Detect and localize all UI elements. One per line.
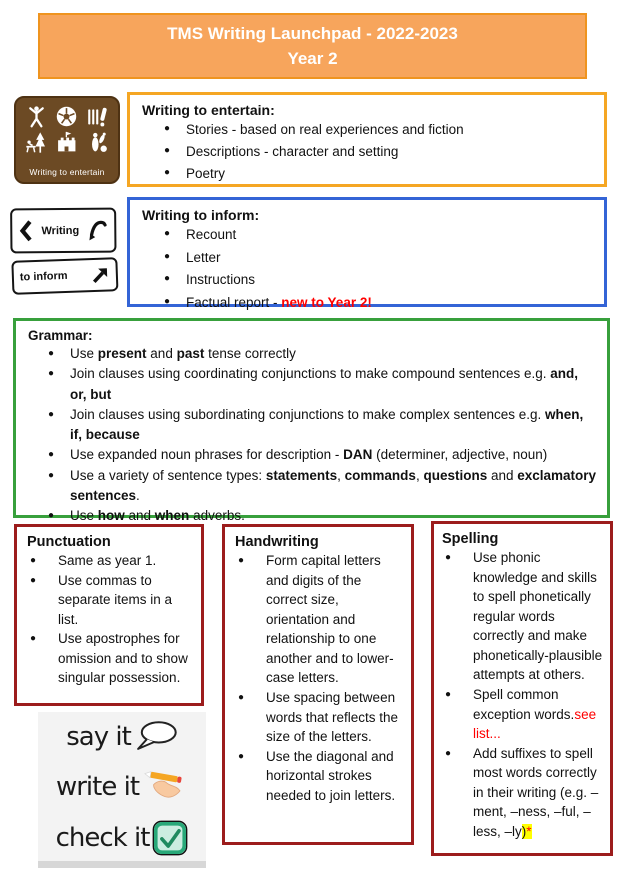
list-item: ● Poetry (140, 163, 594, 185)
person-arms-up-icon (25, 105, 48, 128)
picnic-tree-icon (25, 131, 48, 154)
inform-sign-top (10, 208, 116, 254)
soccer-ball-icon (55, 105, 78, 128)
inform-sign (10, 206, 119, 295)
inform-sign-word-writing: Writing (41, 224, 80, 237)
write-it-row (44, 768, 200, 805)
handwriting-list (235, 551, 401, 805)
grammar-list (26, 344, 597, 526)
entertain-sign-label: Writing to entertain (29, 167, 105, 177)
punctuation-list (27, 551, 191, 688)
handwriting-box (222, 524, 414, 845)
entertain-sign-icons (21, 105, 113, 154)
list-item: ● Spell common exception words.see list... (442, 685, 604, 744)
write-it-label: write it (55, 771, 140, 802)
spelling-box-title: Spelling (442, 531, 499, 547)
entertain-list (140, 119, 594, 185)
spelling-list (442, 548, 604, 841)
list-item: ● Factual report - new to Year 2! (140, 292, 594, 315)
castle-icon (55, 131, 78, 154)
entertain-sign (14, 96, 120, 184)
punctuation-box (14, 524, 204, 706)
list-item: ● Join clauses using coordinating conjunctions to make compound sentences e.g. and, or, but (26, 364, 597, 405)
list-item: ● Use commas to separate items in a list. (27, 571, 191, 630)
list-item: ● Letter (140, 247, 594, 270)
list-item: ● Instructions (140, 269, 594, 292)
inform-sign-word-to-inform: to inform (19, 269, 68, 284)
cricket-bat-stumps-icon (86, 105, 109, 128)
list-item: ● Use how and when adverbs. (26, 506, 597, 526)
list-item: ● Stories - based on real experiences and fiction (140, 119, 594, 141)
handwriting-box-title: Handwriting (235, 534, 319, 550)
punctuation-box-title: Punctuation (27, 534, 111, 550)
list-item: ● Use expanded noun phrases for description - DAN (determiner, adjective, noun) (26, 445, 597, 465)
list-item: ● Use phonic knowledge and skills to spell phonetically regular words correctly and make phonetically-plausible attempts at others. (442, 548, 604, 685)
speech-bubble-icon (134, 720, 178, 753)
entertain-box-title: Writing to entertain: (142, 102, 275, 118)
inform-box-title: Writing to inform: (142, 207, 260, 223)
skittles-icon (86, 131, 109, 154)
list-item: ● Add suffixes to spell most words correctly in their writing (e.g. –ment, –ness, –ful, –less, –ly)* (442, 744, 604, 842)
checkbox-tick-icon (152, 820, 188, 856)
say-it-label: say it (66, 721, 131, 752)
grammar-box-title: Grammar: (28, 328, 93, 343)
list-item: ● Use a variety of sentence types: statements, commands, questions and exclamatory sentences. (26, 466, 597, 507)
arrow-up-right-icon (91, 265, 111, 285)
check-it-label: check it (55, 823, 150, 853)
inform-sign-bottom (11, 257, 118, 295)
spelling-box (431, 521, 613, 856)
list-item: ● Use present and past tense correctly (26, 344, 597, 364)
header-banner (38, 13, 587, 79)
list-item: ● Use the diagonal and horizontal strokes needed to join letters. (235, 747, 401, 806)
curved-arrow-icon (87, 220, 108, 241)
header-title-line1: TMS Writing Launchpad - 2022-2023 (167, 23, 458, 43)
check-it-row (44, 820, 200, 856)
inform-list (140, 224, 594, 315)
list-item: ● Join clauses using subordinating conjunctions to make complex sentences e.g. when, if, because (26, 405, 597, 446)
hand-pencil-icon (142, 768, 188, 805)
writing-to-entertain-box (127, 92, 607, 187)
chevron-left-icon (18, 219, 33, 242)
grammar-box (13, 318, 610, 523)
say-write-check-image (38, 712, 206, 868)
say-it-row (44, 720, 200, 753)
list-item: ● Use spacing between words that reflects the size of the letters. (235, 688, 401, 747)
list-item: ● Descriptions - character and setting (140, 141, 594, 163)
writing-to-inform-box (127, 197, 607, 311)
list-item: ● Use apostrophes for omission and to show singular possession. (27, 629, 191, 688)
list-item: ● Form capital letters and digits of the correct size, orientation and relationship to one another and to lower-case letters. (235, 551, 401, 688)
list-item: ● Recount (140, 224, 594, 247)
header-title-line2: Year 2 (287, 49, 338, 68)
list-item: ● Same as year 1. (27, 551, 191, 571)
